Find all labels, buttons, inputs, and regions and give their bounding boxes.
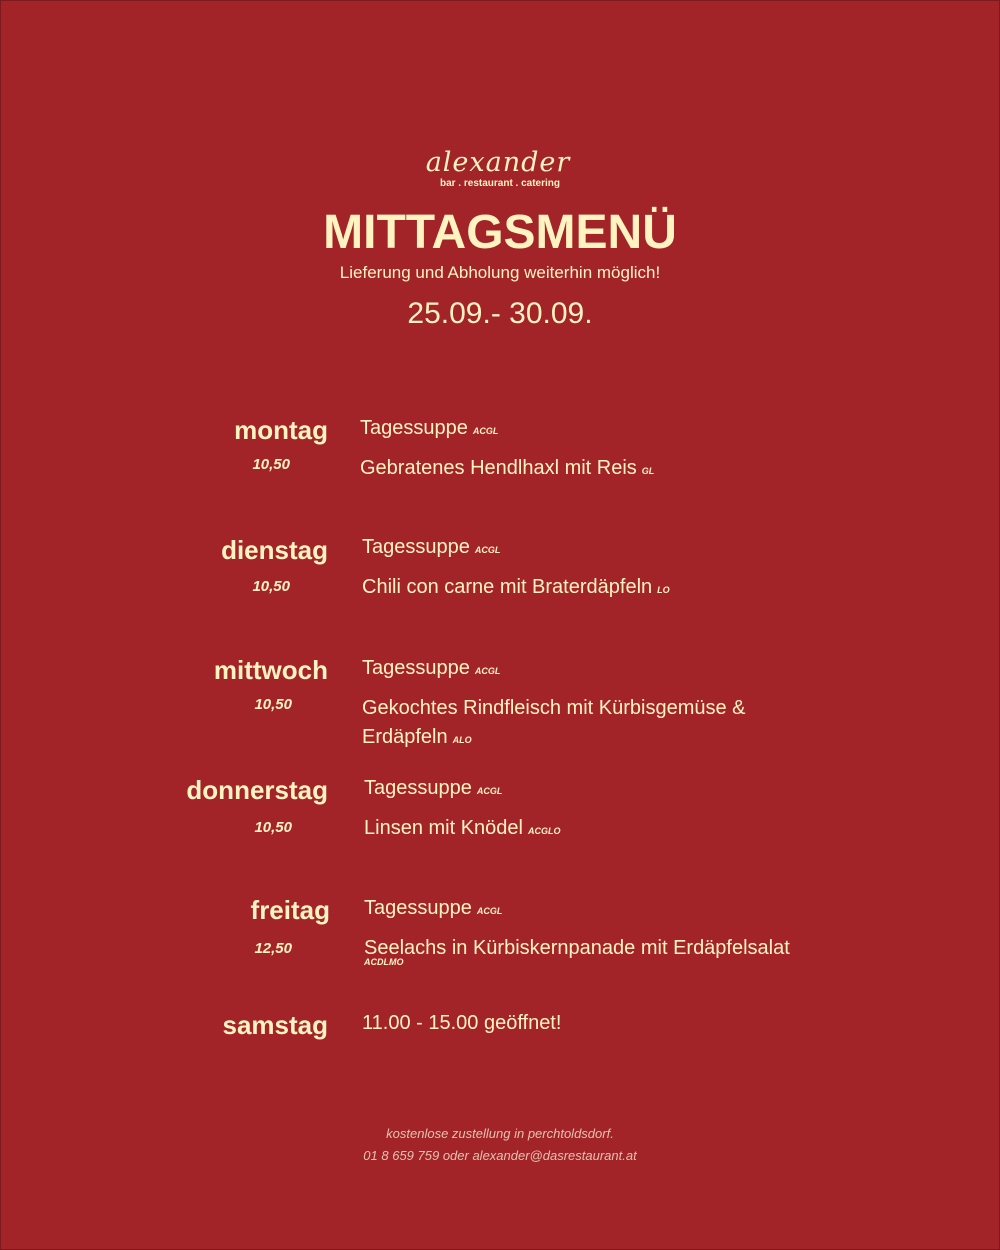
main-dish-freitag [364,934,884,967]
day-label-donnerstag: donnerstag [186,775,328,805]
soup-montag [360,414,840,446]
allergen-code: ACDLMO [364,957,404,967]
allergen-code: ACGL [474,666,501,676]
main-dish-donnerstag [364,814,844,846]
opening-hours-samstag: 11.00 - 15.00 geöffnet! [362,1012,562,1034]
footer-delivery-note: kostenlose zustellung in perchtoldsdorf. [386,1126,614,1141]
price-donnerstag: 10,50 [254,819,292,836]
allergen-code: ACGL [476,786,503,796]
day-label-mittwoch: mittwoch [213,655,328,685]
soup-name: Tagessuppe [360,417,468,439]
allergen-code: ACGLO [527,826,561,836]
day-label-dienstag: dienstag [221,535,328,565]
price-montag: 10,50 [252,456,290,473]
dish-name: Chili con carne mit Braterdäpfeln [362,576,653,598]
subtitle: Lieferung und Abholung weiterhin möglich! [339,263,661,282]
dish-name: Gebratenes Hendlhaxl mit Reis [360,457,637,479]
allergen-code: ACGL [476,906,503,916]
price-mittwoch: 10,50 [254,696,292,713]
day-label-montag: montag [234,415,328,445]
soup-freitag [364,894,844,926]
soup-mittwoch [362,654,842,686]
soup-name: Tagessuppe [362,657,470,679]
allergen-code: GL [641,466,655,476]
soup-name: Tagessuppe [364,897,472,919]
page-title: MITTAGSMENÜ [323,206,677,259]
main-dish-dienstag [362,573,842,605]
allergen-code: LO [657,585,670,595]
dish-name-line1: Gekochtes Rindfleisch mit Kürbisgemüse & [362,697,746,719]
dish-name: Linsen mit Knödel [364,817,523,839]
allergen-code: ACGL [474,545,501,555]
day-label-freitag: freitag [250,895,330,925]
footer-contact: 01 8 659 759 oder alexander@dasrestaurant.at [363,1148,637,1163]
main-dish-mittwoch [362,694,832,755]
logo-wordmark: alexander [425,147,571,178]
price-freitag: 12,50 [254,940,292,957]
main-dish-montag [360,454,840,486]
soup-name: Tagessuppe [362,536,470,558]
dish-name: Seelachs in Kürbiskernpanade mit Erdäpfelsalat [364,937,790,959]
day-label-samstag: samstag [222,1010,328,1040]
logo [0,148,1000,190]
date-range: 25.09.- 30.09. [407,297,593,330]
allergen-code: ALO [452,735,472,745]
price-dienstag: 10,50 [252,578,290,595]
soup-dienstag [362,533,842,565]
soup-donnerstag [364,774,844,806]
logo-tagline: bar . restaurant . catering [439,178,561,189]
allergen-code: ACGL [472,426,499,436]
soup-name: Tagessuppe [364,777,472,799]
dish-name-line2: Erdäpfeln [362,726,448,748]
